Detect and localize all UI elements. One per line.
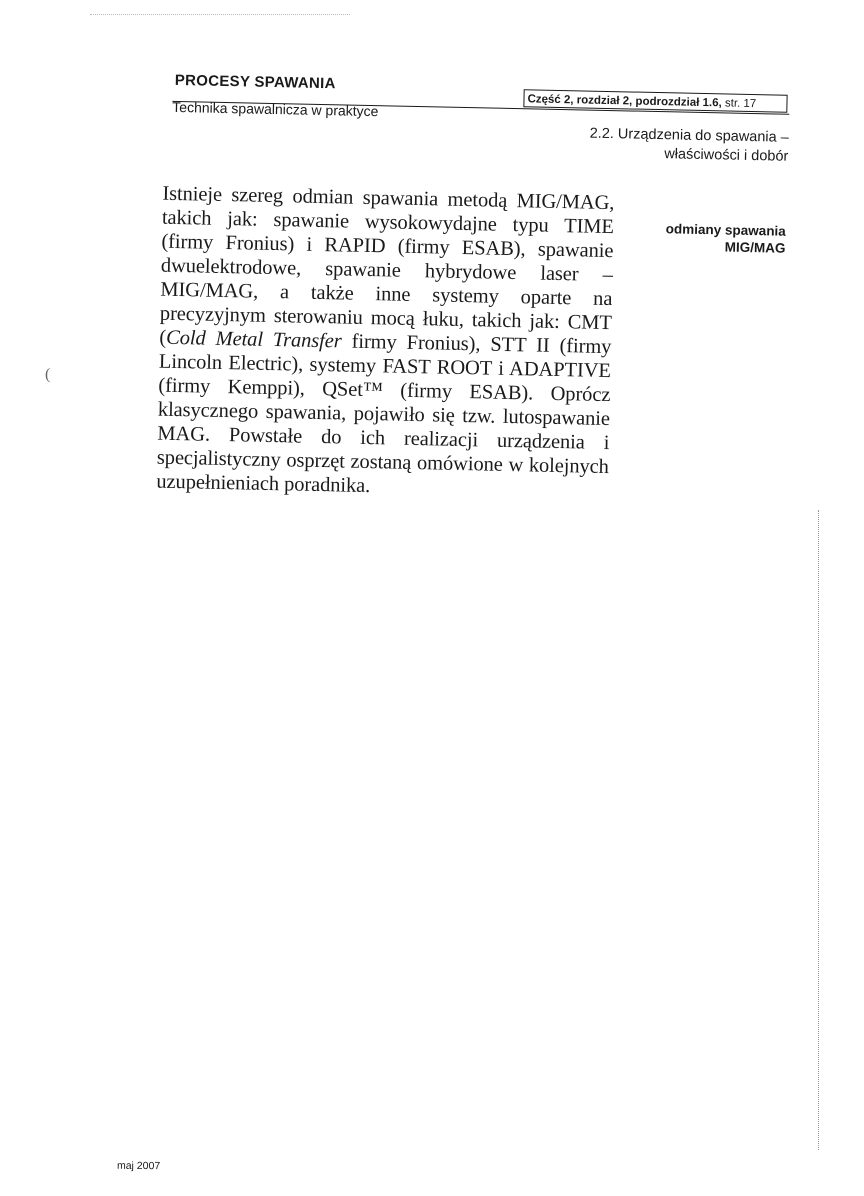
section-title-line2: właściwości i dobór: [664, 146, 789, 165]
body-text-part1: Istnieje szereg odmian spawania metodą MIG/MAG, takich jak: spawanie wysokowydajne typu TIME (firmy Fronius) i RAPID (firmy ESAB), spawanie dwuelektrodowe, spawanie hybrydowe laser – MIG/MAG, a także inne systemy oparte na precyzyjnym sterowaniu mocą łuku, takich jak: CMT (: [159, 182, 615, 349]
footer-date: maj 2007: [116, 1159, 161, 1173]
section-title-line1: 2.2. Urządzenia do spawania –: [589, 125, 789, 146]
reference-page: str. 17: [724, 97, 757, 111]
body-text-part2: firmy Fronius), STT II (firmy Lincoln Electric), systemy FAST ROOT i ADAPTIVE (firmy Kemppi), QSet™ (firmy ESAB). Oprócz klasycznego spawania, pojawiło się tzw. lutospawanie MAG. Powstałe do ich realizacji urządzenia i specjalistyczny osprzęt zostaną omówione w kolejnych uzupełnieniach poradnika.: [156, 330, 612, 498]
margin-note-line2: MIG/MAG: [724, 239, 786, 256]
header-subtitle: Technika spawalnicza w praktyce: [172, 98, 379, 120]
body-text-italic: Cold Metal Transfer: [165, 326, 342, 353]
body-paragraph: [156, 182, 614, 503]
margin-note-line1: odmiany spawania: [665, 221, 786, 239]
header-title: PROCESY SPAWANIA: [174, 71, 336, 93]
section-title: [521, 123, 789, 167]
stray-mark: (: [45, 366, 51, 383]
reference-main: Część 2, rozdział 2, podrozdział 1.6,: [527, 93, 722, 110]
margin-note: [627, 219, 786, 256]
